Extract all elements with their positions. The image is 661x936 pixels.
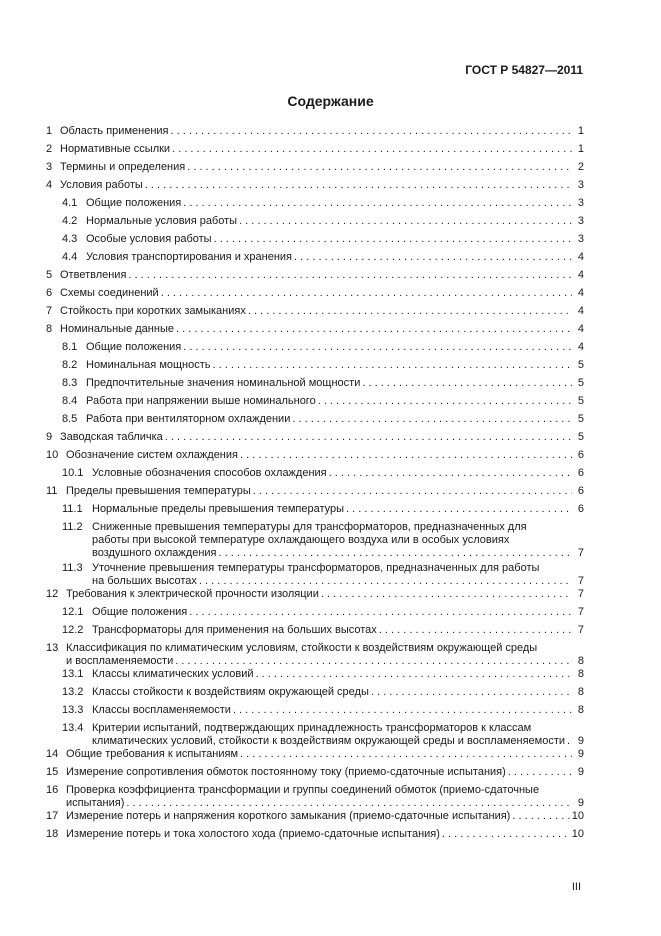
toc-entry-page: 5 xyxy=(577,395,584,407)
dot-leader xyxy=(165,431,572,444)
toc-entry-page: 7 xyxy=(577,588,584,600)
toc-entry-number: 4 xyxy=(46,179,53,191)
toc-entry-number: 13.2 xyxy=(62,686,84,698)
toc-entry-number: 4.4 xyxy=(62,251,78,263)
dot-leader xyxy=(199,575,572,588)
toc-entry xyxy=(46,377,584,390)
toc-entry-title: Общие требования к испытаниям xyxy=(66,748,239,760)
toc-entry-number: 11 xyxy=(46,485,58,497)
toc-entry-page: 3 xyxy=(577,215,584,227)
toc-entry xyxy=(46,161,584,174)
toc-entry-title: Предпочтительные значения номинальной мощности xyxy=(86,377,361,389)
toc-entry-title: Обозначение систем охлаждения xyxy=(66,449,238,461)
toc-entry-number: 4.3 xyxy=(62,233,78,245)
toc-entry-title-line: Сниженные превышения температуры для трансформаторов, предназначенных для xyxy=(92,521,527,533)
toc-entry-number: 13.1 xyxy=(62,668,84,680)
dot-leader xyxy=(442,828,570,841)
toc-entry-title: Термины и определения xyxy=(60,161,186,173)
toc-entry-title: Номинальная мощность xyxy=(86,359,211,371)
toc-entry xyxy=(46,143,584,156)
toc-entry xyxy=(46,251,584,264)
toc-entry-title: Стойкость при коротких замыканиях xyxy=(60,305,246,317)
toc-entry-page: 5 xyxy=(577,377,584,389)
toc-entry-number: 4.1 xyxy=(62,197,78,209)
toc-entry-number: 8.1 xyxy=(62,341,78,353)
dot-leader xyxy=(128,269,572,282)
toc-entry-title-line: Проверка коэффициента трансформации и группы соединений обмоток (приемо-сдаточные xyxy=(66,784,540,796)
toc-entry xyxy=(46,588,584,601)
toc-entry-title: Измерение потерь и напряжения короткого замыкания (приемо-сдаточные испытания) xyxy=(66,810,511,822)
toc-entry-title-line: работы при высокой температуре охлаждающего воздуха или в особых условиях xyxy=(92,534,510,546)
dot-leader xyxy=(233,704,572,717)
dot-leader xyxy=(253,485,572,498)
toc-entry-page: 4 xyxy=(577,341,584,353)
toc-entry xyxy=(46,828,584,841)
dot-leader xyxy=(161,287,572,300)
toc-entry-number: 12.2 xyxy=(62,624,84,636)
dot-leader xyxy=(240,449,572,462)
toc-entry-title: Схемы соединений xyxy=(60,287,159,299)
toc-entry-title: Классы стойкости к воздействиям окружающей среды xyxy=(92,686,369,698)
dot-leader xyxy=(318,395,572,408)
dot-leader xyxy=(145,179,572,192)
dot-leader xyxy=(171,125,573,138)
dot-leader xyxy=(213,359,572,372)
toc-entry-number: 4.2 xyxy=(62,215,78,227)
dot-leader xyxy=(371,686,572,699)
page-number: III xyxy=(571,881,581,893)
toc-entry xyxy=(46,704,584,717)
toc-entry xyxy=(46,215,584,228)
toc-entry-number: 3 xyxy=(46,161,53,173)
toc-entry xyxy=(46,668,584,681)
dot-leader xyxy=(256,668,572,681)
toc-entry xyxy=(46,503,584,516)
toc-entry-page: 1 xyxy=(577,143,584,155)
toc-entry-number: 17 xyxy=(46,810,59,822)
toc-entry xyxy=(46,624,584,637)
toc-entry-page: 7 xyxy=(577,575,584,587)
toc-entry xyxy=(46,521,584,560)
toc-entry-page: 7 xyxy=(577,547,584,559)
toc-entry-number: 14 xyxy=(46,748,59,760)
toc-entry-number: 5 xyxy=(46,269,53,281)
toc-entry-number: 11.3 xyxy=(62,562,83,574)
toc-entry-title: Нормальные условия работы xyxy=(86,215,238,227)
toc-entry-page: 9 xyxy=(577,735,584,747)
toc-entry-number: 11.2 xyxy=(62,521,83,533)
toc-entry-number: 13.3 xyxy=(62,704,84,716)
toc-entry xyxy=(46,233,584,246)
toc-entry-title: Условные обозначения способов охлаждения xyxy=(92,467,327,479)
toc-entry xyxy=(46,269,584,282)
toc-entry-title-line: Классификация по климатическим условиям, стойкости к воздействиям окружающей среды xyxy=(66,642,538,654)
toc-entry xyxy=(46,485,584,498)
toc-entry-number: 2 xyxy=(46,143,53,155)
toc-entry-page: 9 xyxy=(577,766,584,778)
toc-entry-title: Номинальные данные xyxy=(60,323,174,335)
toc-entry xyxy=(46,766,584,779)
dot-leader xyxy=(176,323,572,336)
toc-entry-title: Классы климатических условий xyxy=(92,668,254,680)
dot-leader xyxy=(292,413,572,426)
toc-entry-number: 10 xyxy=(46,449,59,461)
dot-leader xyxy=(183,341,572,354)
toc-entry-number: 13 xyxy=(46,642,59,654)
toc-entry-title: Область применения xyxy=(60,125,169,137)
toc-entry xyxy=(46,642,584,668)
dot-leader xyxy=(294,251,572,264)
toc-entry-title: испытания) xyxy=(66,797,125,809)
dot-leader xyxy=(248,305,572,318)
toc-entry-title-line: Уточнение превышения температуры трансформаторов, предназначенных для работы xyxy=(92,562,540,574)
dot-leader xyxy=(189,606,572,619)
toc-entry-page: 2 xyxy=(577,161,584,173)
toc-entry-number: 8.2 xyxy=(62,359,78,371)
toc-entry xyxy=(46,341,584,354)
toc-entry-number: 13.4 xyxy=(62,722,84,734)
toc-entry-number: 1 xyxy=(46,125,53,137)
page-title: Содержание xyxy=(287,93,374,109)
toc-entry-number: 10.1 xyxy=(62,467,84,479)
toc-entry-number: 9 xyxy=(46,431,53,443)
toc-entry-number: 8.5 xyxy=(62,413,78,425)
toc-entry xyxy=(46,179,584,192)
toc-entry-title: и воспламеняемости xyxy=(66,655,174,667)
toc-entry-page: 4 xyxy=(577,251,584,263)
toc-entry-title: Особые условия работы xyxy=(86,233,212,245)
toc-entry-title: Классы воспламеняемости xyxy=(92,704,231,716)
toc-entry-page: 5 xyxy=(577,413,584,425)
toc-entry xyxy=(46,125,584,138)
toc-entry-page: 3 xyxy=(577,197,584,209)
toc-entry-number: 16 xyxy=(46,784,59,796)
toc-entry-page: 7 xyxy=(577,624,584,636)
dot-leader xyxy=(187,161,572,174)
toc-entry-title: Работа при напряжении выше номинального xyxy=(86,395,316,407)
toc-entry-title: Заводская табличка xyxy=(60,431,163,443)
toc-entry-page: 4 xyxy=(577,323,584,335)
toc-entry-title: воздушного охлаждения xyxy=(92,547,217,559)
toc-entry-number: 12 xyxy=(46,588,59,600)
toc-entry-number: 18 xyxy=(46,828,59,840)
toc-entry xyxy=(46,810,584,823)
dot-leader xyxy=(172,143,572,156)
toc-entry-number: 7 xyxy=(46,305,53,317)
toc-entry-title: Измерение потерь и тока холостого хода (приемо-сдаточные испытания) xyxy=(66,828,440,840)
toc-entry-page: 6 xyxy=(577,503,584,515)
dot-leader xyxy=(219,547,573,560)
toc-entry xyxy=(46,467,584,480)
toc-entry-page: 10 xyxy=(571,828,584,840)
toc-entry-title: Трансформаторы для применения на больших высотах xyxy=(92,624,377,636)
toc-entry-title: Условия транспортирования и хранения xyxy=(86,251,293,263)
toc-entry-title: на больших высотах xyxy=(92,575,197,587)
toc-entry-title: Пределы превышения температуры xyxy=(66,485,251,497)
toc-entry-number: 11.1 xyxy=(62,503,83,515)
toc-entry-number: 6 xyxy=(46,287,53,299)
toc-entry-page: 1 xyxy=(577,125,584,137)
dot-leader xyxy=(321,588,572,601)
toc-entry-number: 8.3 xyxy=(62,377,78,389)
dot-leader xyxy=(329,467,572,480)
toc-entry-number: 15 xyxy=(46,766,59,778)
dot-leader xyxy=(508,766,572,779)
toc-entry-page: 5 xyxy=(577,359,584,371)
toc-entry-page: 7 xyxy=(577,606,584,618)
toc-entry-page: 8 xyxy=(577,704,584,716)
dot-leader xyxy=(183,197,572,210)
toc-entry-title-line: Критерии испытаний, подтверждающих принадлежность трансформаторов к классам xyxy=(92,722,532,734)
dot-leader xyxy=(379,624,572,637)
toc-entry-page: 4 xyxy=(577,305,584,317)
dot-leader xyxy=(214,233,572,246)
toc-entry-title: Общие положения xyxy=(86,197,182,209)
dot-leader xyxy=(567,735,572,748)
toc-entry xyxy=(46,359,584,372)
toc-entry-page: 10 xyxy=(571,810,584,822)
toc-entry-page: 4 xyxy=(577,269,584,281)
toc-entry-page: 6 xyxy=(577,449,584,461)
toc-entry-number: 8 xyxy=(46,323,53,335)
toc-entry-page: 4 xyxy=(577,287,584,299)
dot-leader xyxy=(346,503,572,516)
toc-entry-page: 3 xyxy=(577,233,584,245)
toc-entry xyxy=(46,395,584,408)
document-identifier: ГОСТ Р 54827—2011 xyxy=(465,63,583,77)
toc-entry xyxy=(46,686,584,699)
toc-entry-page: 8 xyxy=(577,655,584,667)
toc-entry-page: 5 xyxy=(577,431,584,443)
toc-entry-page: 6 xyxy=(577,467,584,479)
dot-leader xyxy=(240,748,572,761)
toc-entry-page: 8 xyxy=(577,668,584,680)
toc-entry-number: 12.1 xyxy=(62,606,84,618)
dot-leader xyxy=(126,797,572,810)
toc-entry-title: Условия работы xyxy=(60,179,143,191)
toc-entry-title: Измерение сопротивления обмоток постоянному току (приемо-сдаточные испытания) xyxy=(66,766,506,778)
toc-entry-title: Нормативные ссылки xyxy=(60,143,171,155)
toc-entry-title: климатических условий, стойкости к воздействиям окружающей среды и воспламеняемости xyxy=(92,735,566,747)
toc-entry-title: Ответвления xyxy=(60,269,127,281)
toc-entry xyxy=(46,287,584,300)
toc-entry xyxy=(46,748,584,761)
toc-entry xyxy=(46,413,584,426)
toc-entry xyxy=(46,606,584,619)
toc-entry-number: 8.4 xyxy=(62,395,78,407)
toc-entry xyxy=(46,722,584,748)
toc-entry-title: Нормальные пределы превышения температуры xyxy=(92,503,345,515)
toc-entry xyxy=(46,431,584,444)
toc-entry-page: 3 xyxy=(577,179,584,191)
toc-entry xyxy=(46,784,584,810)
dot-leader xyxy=(362,377,572,390)
dot-leader xyxy=(239,215,572,228)
dot-leader xyxy=(512,810,569,823)
toc-entry xyxy=(46,562,584,588)
toc-entry-title: Требования к электрической прочности изоляции xyxy=(66,588,319,600)
toc-entry-title: Работа при вентиляторном охлаждении xyxy=(86,413,291,425)
toc-entry xyxy=(46,305,584,318)
toc-entry-page: 6 xyxy=(577,485,584,497)
toc-entry-page: 8 xyxy=(577,686,584,698)
toc-entry-title: Общие положения xyxy=(92,606,188,618)
toc-entry xyxy=(46,449,584,462)
dot-leader xyxy=(175,655,572,668)
toc-entry xyxy=(46,197,584,210)
toc-entry xyxy=(46,323,584,336)
toc-entry-page: 9 xyxy=(577,797,584,809)
toc-entry-page: 9 xyxy=(577,748,584,760)
toc-entry-title: Общие положения xyxy=(86,341,182,353)
